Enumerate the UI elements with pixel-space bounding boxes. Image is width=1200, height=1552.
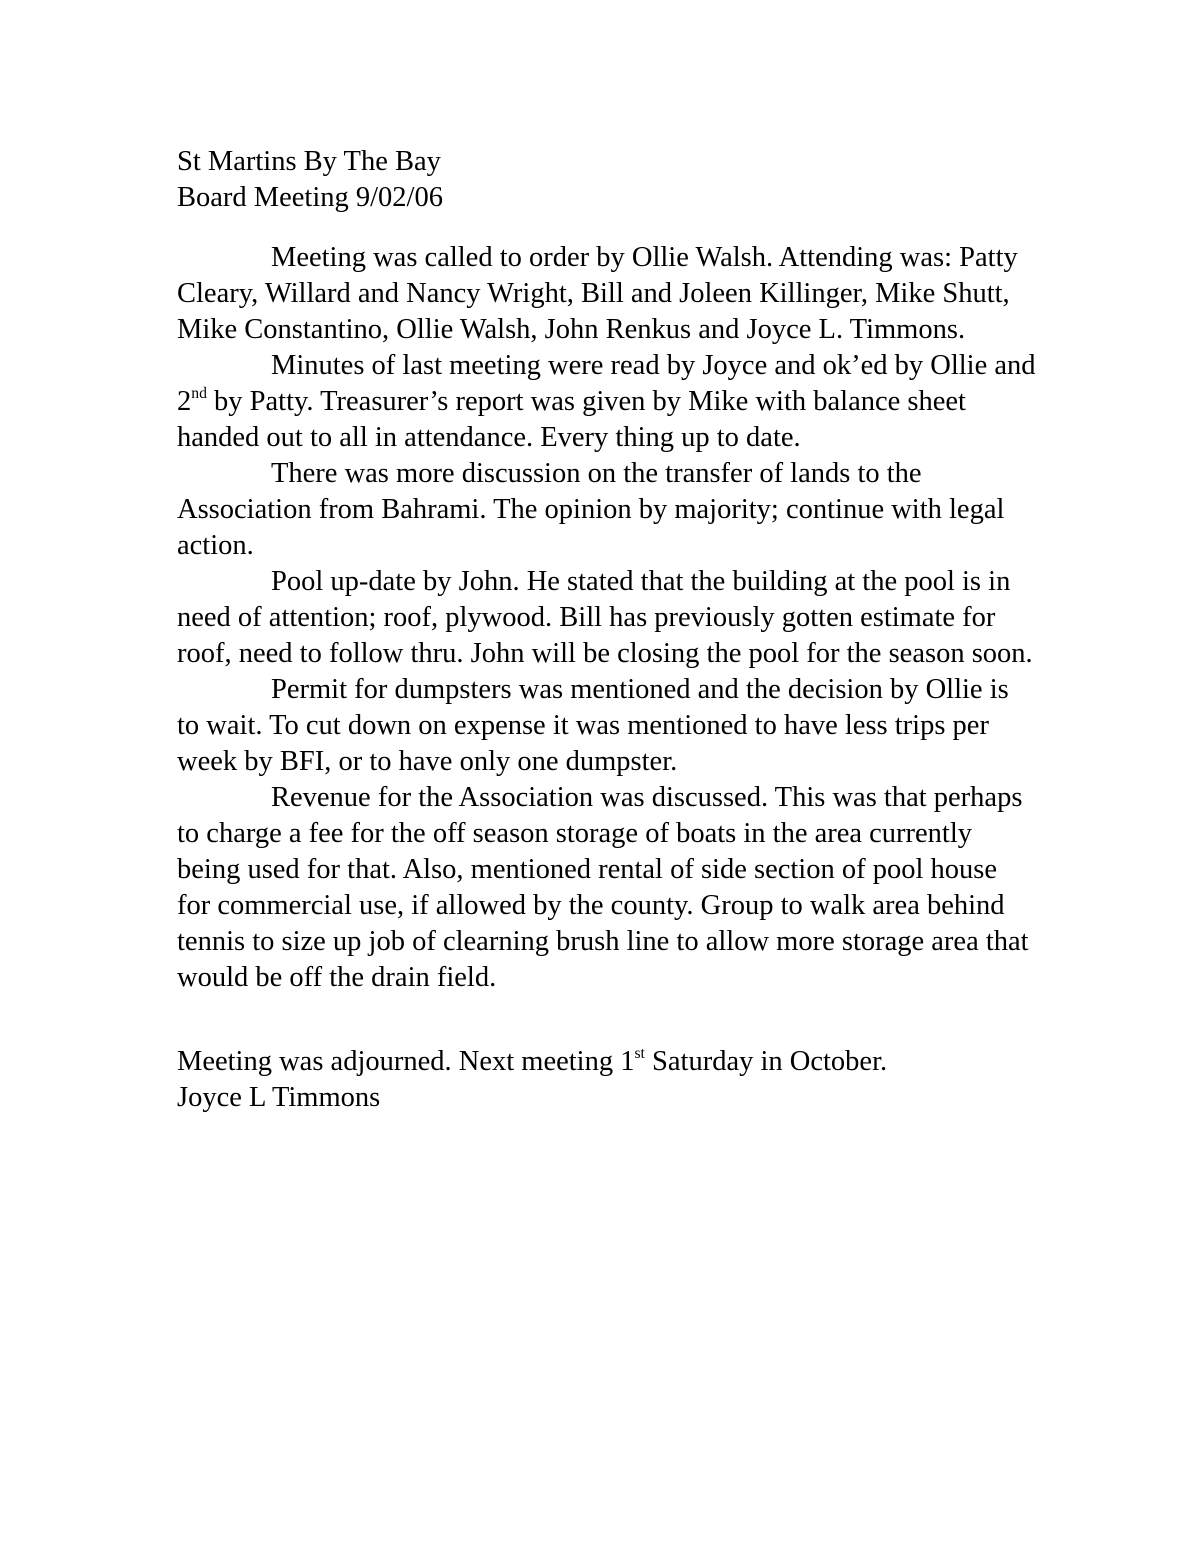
paragraph-land-transfer: There was more discussion on the transfer of lands to the Association from Bahrami. The opinion by majority; continue with legal action.	[177, 458, 1005, 561]
document-header	[177, 144, 1037, 216]
adjournment-line	[177, 1044, 1037, 1080]
paragraph-minutes-treasurer	[177, 348, 1037, 456]
paragraph-call-to-order: Meeting was called to order by Ollie Walsh. Attending was: Patty Cleary, Willard and Nancy Wright, Bill and Joleen Killinger, Mike Shutt, Mike Constantino, Ollie Walsh, John Renkus and Joyce L. Timmons.	[177, 242, 1018, 345]
minutes-body	[177, 240, 1037, 996]
paragraph-text: by Patty. Treasurer’s report was given by Mike with balance sheet handed out to all in attendance. Every thing up to date.	[177, 386, 966, 453]
meeting-title: Board Meeting 9/02/06	[177, 182, 443, 213]
adjournment-text: Meeting was adjourned. Next meeting 1	[177, 1046, 635, 1077]
signature: Joyce L Timmons	[177, 1082, 381, 1113]
adjournment-text: Saturday in October.	[644, 1046, 888, 1077]
closing-section	[177, 1044, 1037, 1116]
ordinal-suffix: nd	[191, 384, 207, 402]
org-name: St Martins By The Bay	[177, 146, 441, 177]
paragraph-pool-update: Pool up-date by John. He stated that the building at the pool is in need of attention; roof, plywood. Bill has previously gotten estimate for roof, need to follow thru. John will be closing the pool for the season soon.	[177, 566, 1033, 669]
paragraph-dumpsters: Permit for dumpsters was mentioned and the decision by Ollie is to wait. To cut down on expense it was mentioned to have less trips per week by BFI, or to have only one dumpster.	[177, 674, 1009, 777]
ordinal-suffix: st	[634, 1044, 645, 1062]
paragraph-text: Minutes of last meeting were read by Joyce and ok’ed by Ollie and 2	[177, 350, 1036, 417]
document-content	[177, 144, 1037, 1116]
paragraph-revenue: Revenue for the Association was discussed. This was that perhaps to charge a fee for the off season storage of boats in the area currently being used for that. Also, mentioned rental of side section of pool house for commercial use, if allowed by the county. Group to walk area behind tennis to size up job of clearning brush line to allow more storage area that would be off the drain field.	[177, 782, 1029, 993]
